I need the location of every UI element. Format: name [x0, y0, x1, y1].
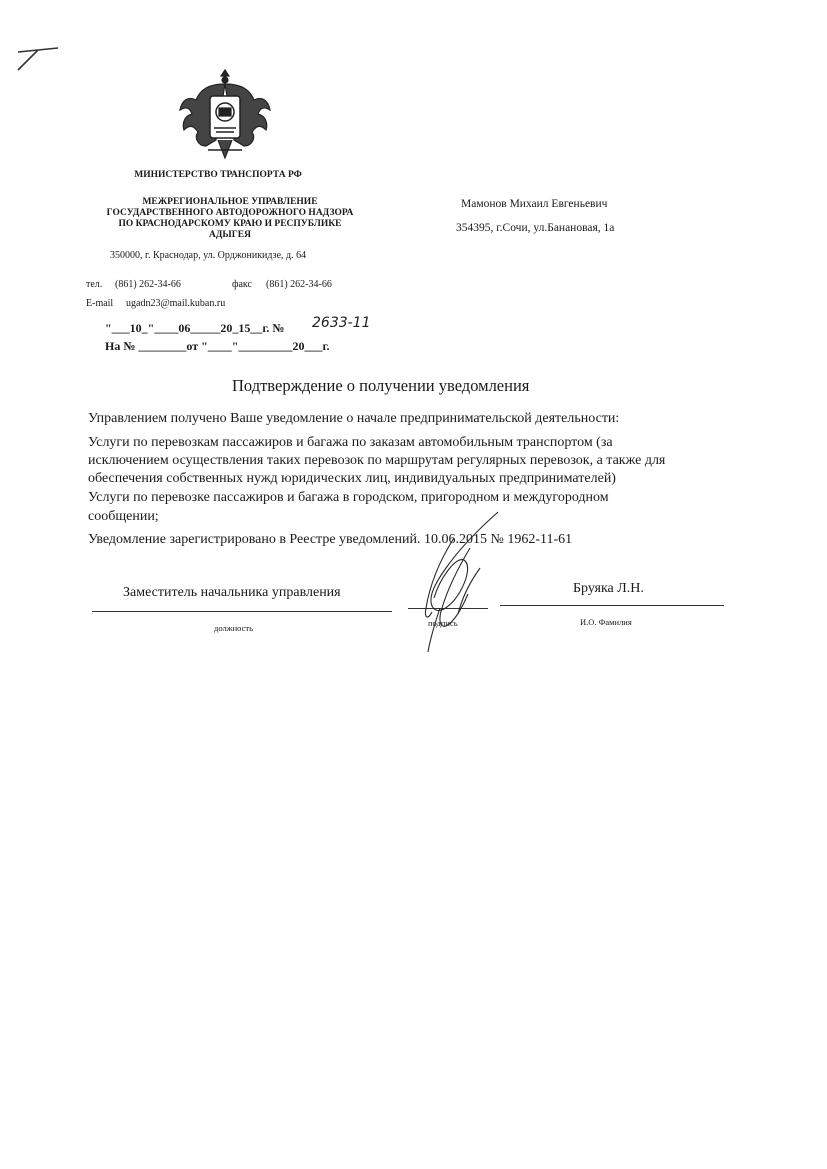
org-address: 350000, г. Краснодар, ул. Орджоникидзе, д. 64 [110, 250, 307, 261]
fax-label: факс [232, 279, 252, 290]
caption-name: И.О. Фамилия [580, 617, 632, 627]
signatory-name: Бруяка Л.Н. [573, 581, 644, 596]
signatory-position: Заместитель начальника управления [123, 585, 341, 600]
position-underline [92, 611, 392, 612]
body-service-1-line-2: исключением осуществления таких перевозок по маршрутам регулярных перевозок, а также для [88, 453, 666, 468]
body-service-2-line-2: сообщении; [88, 509, 159, 524]
org-name-line-1: МЕЖРЕГИОНАЛЬНОЕ УПРАВЛЕНИЕ [142, 197, 318, 207]
outgoing-number-line: "___10_"____06_____20_15__г. № [105, 321, 285, 335]
fax-value: (861) 262-34-66 [266, 279, 332, 290]
org-name-line-3: ПО КРАСНОДАРСКОМУ КРАЮ И РЕСПУБЛИКЕ [118, 219, 342, 229]
email-value: ugadn23@mail.kuban.ru [126, 298, 226, 309]
org-name-line-2: ГОСУДАРСТВЕННОГО АВТОДОРОЖНОГО НАДЗОРА [106, 208, 354, 218]
reference-number-line: На № ________от "____"_________20___г. [105, 339, 330, 353]
org-name-line-4: АДЫГЕЯ [209, 230, 251, 240]
document-title: Подтверждение о получении уведомления [232, 376, 530, 395]
body-service-2-line-1: Услуги по перевозке пассажиров и багажа в городском, пригородном и междугородном [88, 490, 609, 505]
body-service-1-line-1: Услуги по перевозкам пассажиров и багажа по заказам автомобильным транспортом (за [88, 435, 613, 450]
handwritten-number: 2633-11 [312, 315, 371, 331]
caption-signature: подпись [428, 618, 458, 628]
email-label: E-mail [86, 298, 114, 309]
recipient-address: 354395, г.Сочи, ул.Банановая, 1а [456, 222, 615, 234]
phone-value: (861) 262-34-66 [115, 279, 181, 290]
body-paragraph-1: Управлением получено Ваше уведомление о начале предпринимательской деятельности: [88, 411, 620, 426]
emblem-icon [178, 66, 272, 162]
corner-handwritten-mark [8, 40, 68, 80]
name-underline [500, 605, 724, 606]
handwritten-signature [410, 508, 506, 656]
registry-statement: Уведомление зарегистрировано в Реестре уведомлений. 10.06.2015 № 1962-11-61 [88, 532, 573, 547]
caption-position: должность [214, 623, 253, 633]
recipient-name: Мамонов Михаил Евгеньевич [461, 198, 608, 210]
body-service-1-line-3: обеспечения собственных нужд юридических лиц, индивидуальных предпринимателей) [88, 471, 616, 486]
phone-label: тел. [86, 279, 103, 290]
ministry-name: МИНИСТЕРСТВО ТРАНСПОРТА РФ [134, 170, 302, 180]
